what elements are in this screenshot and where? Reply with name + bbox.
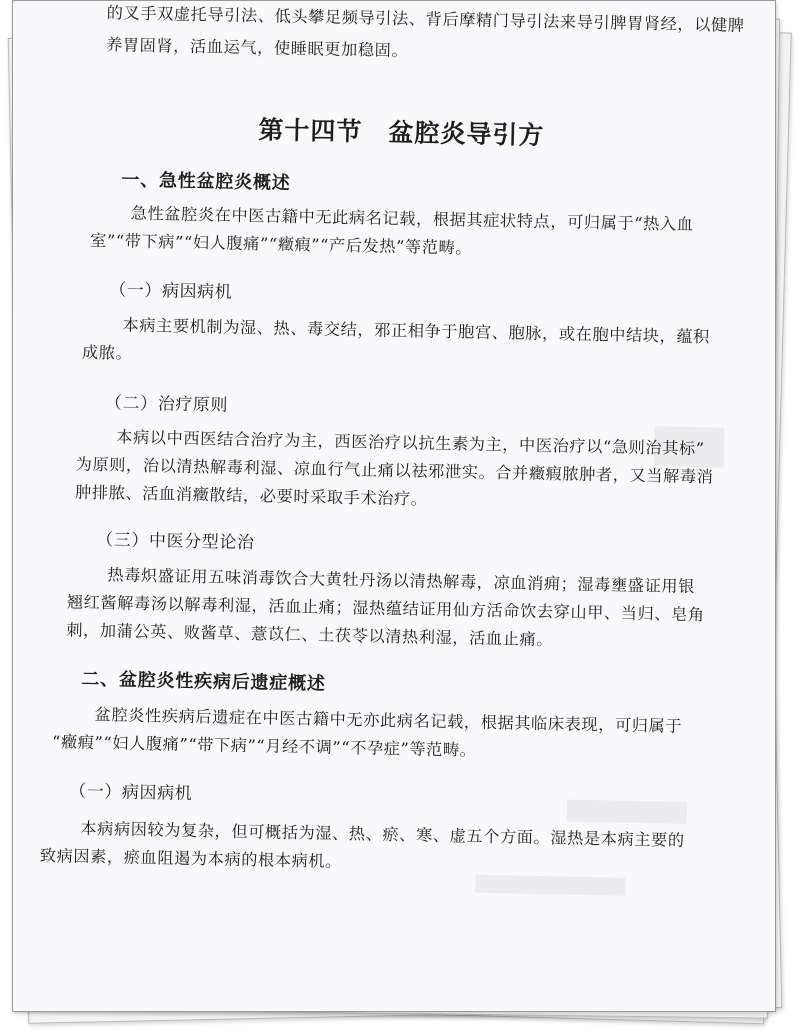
part-heading: 一、急性盆腔炎概述 — [121, 169, 291, 194]
paragraph-line: 致病因素，瘀血阻遏为本病的根本病机。 — [39, 845, 343, 872]
book-page — [12, 0, 776, 1012]
previous-section-text: 养胃固肾，活血运气，使睡眠更加稳固。 — [105, 35, 409, 61]
paragraph-line: 室”“带下病”“妇人腹痛”“癥瘕”“产后发热”等范畴。 — [89, 230, 473, 258]
section-title: 第十四节 盆腔炎导引方 — [258, 115, 545, 150]
show-through-mark — [475, 875, 625, 896]
sub-heading: （三）中医分型论治 — [95, 530, 255, 554]
paragraph-line: 本病病因较为复杂，但可概括为湿、热、瘀、寒、虚五个方面。湿热是本病主要的 — [80, 818, 685, 850]
paragraph-line: 本病以中西医结合治疗为主，西医治疗以抗生素为主，中医治疗以“急则治其标” — [116, 427, 705, 459]
paragraph-line: “癥瘕”“妇人腹痛”“带下病”“月经不调”“不孕症”等范畴。 — [51, 732, 477, 760]
previous-section-text: 的叉手双虚托导引法、低头攀足频导引法、背后摩精门导引法来导引脾胃肾经，以健脾 — [106, 3, 745, 35]
sub-heading: （二）治疗原则 — [104, 393, 229, 416]
paragraph-line: 热毒炽盛证用五味消毒饮合大黄牡丹汤以清热解毒，凉血消痈；湿毒壅盛证用银 — [107, 565, 696, 597]
paragraph-line: 肿排脓、活血消癥散结，必要时采取手术治疗。 — [74, 482, 428, 509]
show-through-mark — [567, 800, 687, 824]
paragraph-line: 盆腔炎性疾病后遗症在中医古籍中无亦此病名记载，根据其临床表现，可归属于 — [94, 705, 683, 736]
paragraph-line: 急性盆腔炎在中医古籍中无此病名记载，根据其症状特点，可归属于“热入血 — [130, 203, 694, 234]
paragraph-line: 为原则，治以清热解毒利湿、凉血行气止痛以祛邪泄实。合并癥瘕脓肿者，又当解毒消 — [75, 454, 714, 487]
part-heading: 二、盆腔炎性疾病后遗症概述 — [81, 668, 326, 695]
paragraph-line: 刺，加蒲公英、败酱草、薏苡仁、土茯苓以清热利湿，活血止痛。 — [66, 620, 554, 650]
front-sheet — [12, 0, 776, 1012]
paragraph-line: 成脓。 — [81, 342, 133, 363]
sub-heading: （一）病因病机 — [68, 781, 193, 805]
sub-heading: （一）病因病机 — [108, 280, 233, 303]
paragraph-line: 本病主要机制为湿、热、毒交结，邪正相争于胞宫、胞脉，或在胞中结块，蕴积 — [122, 315, 711, 347]
paragraph-line: 翘红酱解毒汤以解毒利湿，活血止痛；湿热蕴结证用仙方活命饮去穿山甲、当归、皂角 — [66, 592, 705, 625]
